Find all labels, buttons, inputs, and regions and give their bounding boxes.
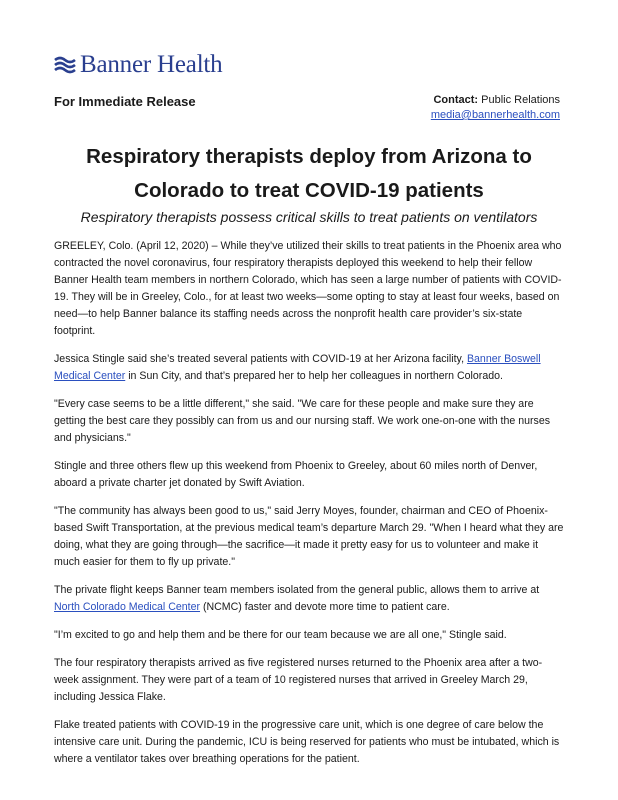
paragraph-9: Flake treated patients with COVID-19 in the progressive care unit, which is one degree of care below the intensive care unit. During the pandemic, ICU is being reserved for patients who must be intubated, which is where a ventilator takes over breathing operations for the patient. xyxy=(54,719,560,765)
subtitle: Respiratory therapists possess critical skills to treat patients on ventilators xyxy=(80,209,538,225)
banner-health-logo xyxy=(54,52,222,77)
release-label: For Immediate Release xyxy=(54,94,196,109)
paragraph-8: The four respiratory therapists arrived as five registered nurses returned to the Phoenix area after a two-week assignment. They were part of a team of 10 registered nurses that arrived in Greeley March 29, including Jessica Flake. xyxy=(54,657,543,703)
contact-email-link[interactable]: media@bannerhealth.com xyxy=(430,109,560,121)
logo-text: Banner Health xyxy=(80,51,223,78)
paragraph-4: Stingle and three others flew up this weekend from Phoenix to Greeley, about 60 miles north of Denver, aboard a private charter jet donated by Swift Aviation. xyxy=(54,460,538,489)
paragraph-6-text-end: (NCMC) faster and devote more time to patient care. xyxy=(200,601,450,613)
contact-label: Contact: xyxy=(433,94,479,106)
paragraph-2 xyxy=(54,351,566,385)
paragraph-1: GREELEY, Colo. (April 12, 2020) – While they’ve utilized their skills to treat patients in the Phoenix area who contracted the novel coronavirus, four respiratory therapists deployed this weekend to help their fellow Banner Health team members in northern Colorado, which has seen a large number of patients with COVID-19. They will be in Greeley, Colo., for at least two weeks—some opting to stay at least four weeks, based on need—to help Banner balance its staffing needs across the nonprofit health care provider’s six-state footprint. xyxy=(54,240,562,337)
paragraph-6 xyxy=(54,582,566,616)
title-line-2: Colorado to treat COVID-19 patients xyxy=(134,179,484,202)
paragraph-3: "Every case seems to be a little different," she said. "We care for these people and make sure they are getting the best care they possibly can from us and our nursing staff. We work one-on-one with the nurses and physicians." xyxy=(54,398,551,444)
paragraph-7: "I’m excited to go and help them and be there for our team because we are all one," Stingle said. xyxy=(54,629,507,641)
contact-block xyxy=(431,93,560,123)
banner-wave-icon xyxy=(54,56,76,74)
paragraph-6-text: The private flight keeps Banner team members isolated from the general public, allows them to arrive at xyxy=(54,584,540,596)
contact-value: Public Relations xyxy=(481,94,560,106)
paragraph-2-text: Jessica Stingle said she’s treated several patients with COVID-19 at her Arizona facility, xyxy=(54,353,467,365)
paragraph-2-text-end: in Sun City, and that’s prepared her to help her colleagues in northern Colorado. xyxy=(125,370,503,382)
ncmc-link[interactable]: North Colorado Medical Center xyxy=(54,601,201,613)
banner-boswell-link[interactable]: Banner Boswell Medical Center xyxy=(54,353,541,382)
title-line-1: Respiratory therapists deploy from Arizona to xyxy=(86,145,532,168)
page-title xyxy=(40,140,578,208)
article-body xyxy=(54,238,566,779)
paragraph-5: "The community has always been good to us," said Jerry Moyes, founder, chairman and CEO of Phoenix-based Swift Transportation, at the previous medical team’s departure March 29. "When I heard what they are doing, what they are going through—the sacrifice—it made it pretty easy for us to volunteer and make it much easier for them to fly up private." xyxy=(54,505,564,568)
